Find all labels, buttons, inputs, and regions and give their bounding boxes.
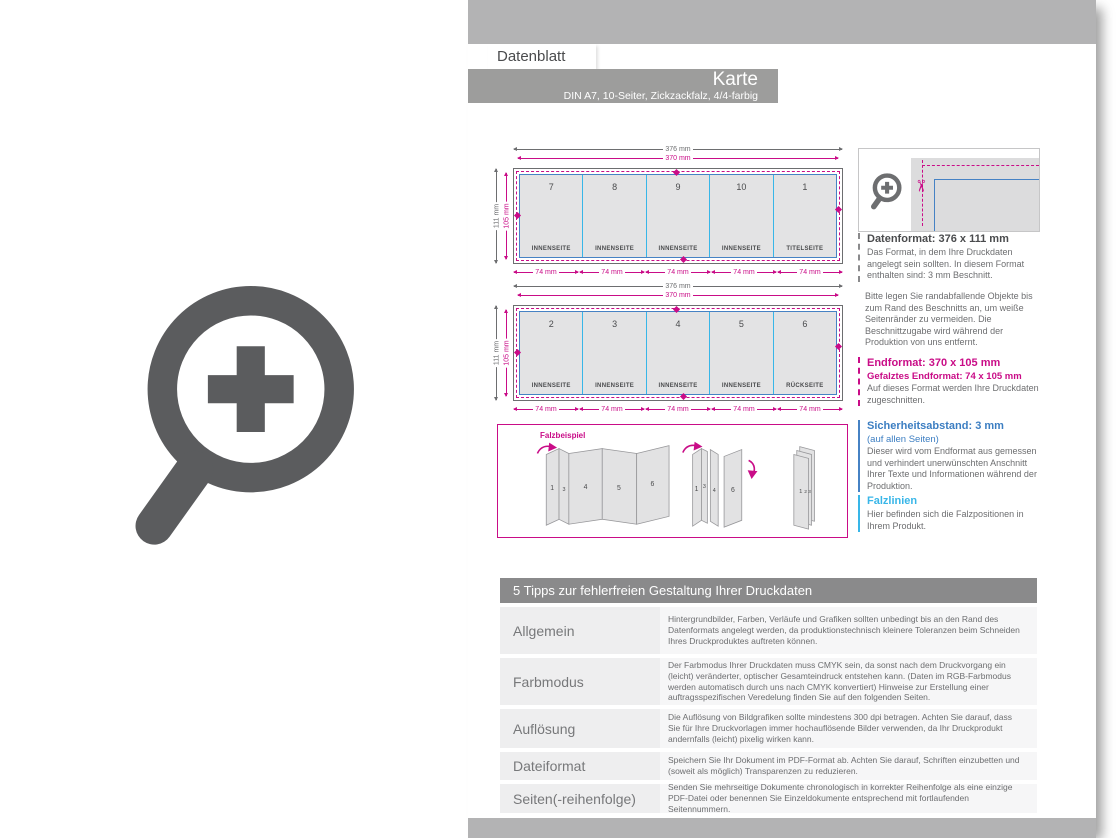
- dim-height-inner-2: [502, 309, 511, 397]
- panel-label: INNENSEITE: [658, 383, 698, 389]
- info-falzlinien-body: Hier befinden sich die Falzpositionen in Ihrem Produkt.: [867, 509, 1024, 531]
- dim-panel-3: [645, 405, 711, 414]
- panel-6: [774, 312, 836, 394]
- panel-label: INNENSEITE: [721, 383, 761, 389]
- tip-text-content: Die Auflösung von Bildgrafiken sollte mindestens 300 dpi betragen. Achten Sie darauf, dass Sie für Ihre Druckvorlagen immer hochauflösende Bilder verwenden, da Ihr Druckprodukt andernfalls (leicht) pixelig wirken kann.: [668, 712, 1012, 744]
- info-sicherheitsabstand-heading: Sicherheitsabstand: 3 mm: [867, 420, 1004, 432]
- tip-text: [660, 709, 1037, 748]
- panel-number: 4: [675, 319, 681, 329]
- dim-width-inner-2: [517, 291, 839, 300]
- panel-number: 5: [738, 319, 744, 329]
- dim-height-outer-1-label: 111 mm: [493, 203, 500, 229]
- scissors-icon: ✂: [911, 179, 929, 193]
- safety-line-horizontal: [934, 179, 1039, 180]
- panel-number: 7: [548, 182, 554, 192]
- panel-number: 10: [736, 182, 747, 192]
- datasheet-page: [468, 0, 1096, 838]
- dim-height-inner-1-label: 105 mm: [503, 203, 510, 229]
- info-datenformat-body: Das Format, in dem Ihre Druckdaten angelegt sein sollten. In diesem Format enthalten sind: 3 mm Beschnitt.: [867, 247, 1025, 280]
- safety-line-vertical: [934, 179, 935, 231]
- product-title-bar: [468, 69, 778, 103]
- dim-height-outer-2: [492, 305, 501, 401]
- fold-example-title: Falzbeispiel: [540, 431, 586, 440]
- svg-text:1: 1: [799, 488, 803, 495]
- panel-9: [647, 175, 710, 257]
- info-sicherheitsabstand-body: Dieser wird vom Endformat aus gemessen und verhindert unerwünschten Anschnitt Ihrer Texte und Informationen während der Produktion.: [867, 446, 1037, 491]
- tip-label: Dateiformat: [500, 752, 660, 780]
- dim-panel-1: [513, 405, 579, 414]
- panel-3: [583, 312, 646, 394]
- dim-panel-4: [711, 268, 777, 277]
- info-datenformat: [858, 233, 1044, 282]
- svg-text:4: 4: [583, 483, 588, 491]
- dim-panel-label: 74 mm: [535, 406, 557, 413]
- panel-label: INNENSEITE: [721, 246, 761, 252]
- tip-text-content: Hintergrundbilder, Farben, Verläufe und Grafiken sollten unbedingt bis an den Rand des Datenformats angelegt werden, da produktionstechnisch kleinere Toleranzen beim Schneiden Ihres Druckproduktes auftreten können.: [668, 614, 1020, 646]
- info-endformat: [858, 357, 1044, 406]
- panel-2: [520, 312, 583, 394]
- dim-width-outer-2: [513, 282, 843, 291]
- panel-7: [520, 175, 583, 257]
- panel-4: [647, 312, 710, 394]
- tip-text-content: Senden Sie mehrseitige Dokumente chronologisch in korrekter Reihenfolge als eine einzige PDF-Datei oder benennen Sie Einzeldokumente entsprechend mit fortlaufenden Seitennummern.: [668, 782, 1013, 814]
- panel-number: 8: [612, 182, 618, 192]
- endformat-cut-rect-1: [516, 171, 840, 261]
- dim-panel-1: [513, 268, 579, 277]
- dim-panel-5: [777, 405, 843, 414]
- dim-width-outer-1: [513, 145, 843, 154]
- dim-width-inner-1: [517, 154, 839, 163]
- dim-panel-label: 74 mm: [601, 269, 623, 276]
- panel-label: INNENSEITE: [658, 246, 698, 252]
- dim-panel-label: 74 mm: [799, 406, 821, 413]
- tip-row-seitenreihenfolge: [500, 784, 1037, 813]
- dim-panel-2: [579, 268, 645, 277]
- endformat-cut-rect-2: [516, 308, 840, 398]
- info-sicherheitsabstand: [858, 420, 1044, 492]
- panel-label: INNENSEITE: [595, 383, 635, 389]
- dim-width-inner-1-label: 370 mm: [665, 155, 691, 162]
- zoom-plus-icon-small: [866, 172, 903, 212]
- panel-8: [583, 175, 646, 257]
- zoom-plus-icon: [98, 276, 366, 564]
- top-band: [468, 0, 1096, 44]
- dim-height-inner-2-label: 105 mm: [503, 340, 510, 366]
- dim-width-outer-2-label: 376 mm: [665, 283, 691, 290]
- panel-number: 6: [802, 319, 808, 329]
- svg-text:3: 3: [562, 486, 566, 493]
- info-datenformat-heading: Datenformat: 376 x 111 mm: [867, 233, 1009, 245]
- cut-line-vertical: [922, 160, 923, 226]
- dim-height-outer-2-label: 111 mm: [493, 340, 500, 366]
- tip-text-content: Speichern Sie Ihr Dokument im PDF-Format ab. Achten Sie darauf, Schriften einzubetten und (soweit als möglich) Transparenzen zu reduzieren.: [668, 755, 1020, 776]
- tips-header: [500, 578, 1037, 603]
- dim-panel-label: 74 mm: [667, 406, 689, 413]
- dim-width-inner-2-label: 370 mm: [665, 292, 691, 299]
- panel-5: [710, 312, 773, 394]
- tip-row-farbmodus: [500, 658, 1037, 705]
- dim-height-outer-1: [492, 168, 501, 264]
- tip-row-allgemein: [500, 607, 1037, 654]
- corner-detail-box: [858, 148, 1040, 232]
- panel-number: 2: [548, 319, 554, 329]
- datenformat-rect-2: [513, 305, 843, 401]
- tip-text: [660, 607, 1037, 654]
- dim-panel-label: 74 mm: [667, 269, 689, 276]
- tip-text: [660, 752, 1037, 780]
- datenformat-rect-1: [513, 168, 843, 264]
- safety-rect-2: [519, 311, 837, 395]
- info-bleed-note: [858, 291, 1044, 349]
- tip-row-aufloesung: [500, 709, 1037, 748]
- datenblatt-tab: [488, 44, 596, 69]
- dim-panel-label: 74 mm: [733, 406, 755, 413]
- info-falzlinien: [858, 495, 1044, 532]
- panel-label: TITELSEITE: [786, 246, 824, 252]
- tip-label: Seiten(-reihenfolge): [500, 784, 660, 813]
- panel-1: [774, 175, 836, 257]
- svg-text:6: 6: [731, 486, 735, 494]
- info-endformat-body: Auf dieses Format werden Ihre Druckdaten zugeschnitten.: [867, 383, 1039, 405]
- tip-text-content: Der Farbmodus Ihrer Druckdaten muss CMYK sein, da sonst nach dem Druckvorgang ein (leicht) veränderter, optischer Gesamteindruck entstehen kann. (Daten im RGB-Farbmodus werden automatisch durch uns nach CMYK konvertiert) Hinweise zur Erstellung einer auftragsspezifischen Veredelung finden Sie auf den folgenden Seiten.: [668, 659, 1011, 703]
- svg-text:3: 3: [808, 489, 811, 495]
- panel-10: [710, 175, 773, 257]
- safety-rect-1: [519, 174, 837, 258]
- svg-text:1: 1: [550, 484, 555, 492]
- datenblatt-tab-label: Datenblatt: [497, 48, 566, 65]
- dim-panel-2: [579, 405, 645, 414]
- tip-label: Allgemein: [500, 607, 660, 654]
- svg-text:4: 4: [712, 487, 716, 494]
- tip-row-dateiformat: [500, 752, 1037, 780]
- tip-label: Auflösung: [500, 709, 660, 748]
- tip-text: [660, 658, 1037, 705]
- info-endformat-subheading: Gefalztes Endformat: 74 x 105 mm: [867, 371, 1022, 382]
- panel-number: 1: [802, 182, 808, 192]
- dim-panel-label: 74 mm: [601, 406, 623, 413]
- svg-text:5: 5: [617, 484, 621, 492]
- product-title: Karte: [712, 69, 758, 90]
- fold-example-box: [497, 424, 848, 538]
- dim-panel-label: 74 mm: [733, 269, 755, 276]
- panel-label: RÜCKSEITE: [786, 383, 824, 389]
- dim-panel-3: [645, 268, 711, 277]
- svg-text:2: 2: [804, 489, 807, 495]
- product-subtitle: DIN A7, 10-Seiter, Zickzackfalz, 4/4-farbig: [563, 90, 758, 102]
- panel-label: INNENSEITE: [595, 246, 635, 252]
- svg-text:3: 3: [702, 483, 706, 490]
- tip-label: Farbmodus: [500, 658, 660, 705]
- tip-text: [660, 784, 1037, 813]
- panel-number: 3: [612, 319, 618, 329]
- dim-height-inner-1: [502, 172, 511, 260]
- corner-detail-sheet: [911, 158, 1039, 231]
- svg-text:1: 1: [694, 485, 699, 493]
- panel-label: INNENSEITE: [531, 246, 571, 252]
- info-falzlinien-heading: Falzlinien: [867, 495, 918, 507]
- dim-panel-label: 74 mm: [799, 269, 821, 276]
- info-sicherheitsabstand-subheading: (auf allen Seiten): [867, 434, 939, 445]
- info-bleed-note-body: Bitte legen Sie randabfallende Objekte bis zum Rand des Beschnitts an, um weiße Seitenränder zu vermeiden. Die Beschnittzugabe wird während der Produktion von uns entfernt.: [865, 291, 1033, 347]
- bottom-band: [468, 818, 1096, 838]
- info-endformat-heading: Endformat: 370 x 105 mm: [867, 357, 1001, 369]
- dim-panel-label: 74 mm: [535, 269, 557, 276]
- dim-width-outer-1-label: 376 mm: [665, 146, 691, 153]
- panel-label: INNENSEITE: [531, 383, 571, 389]
- fold-example-illustration: [498, 425, 847, 537]
- panel-number: 9: [675, 182, 681, 192]
- svg-text:6: 6: [650, 480, 655, 488]
- dim-panel-4: [711, 405, 777, 414]
- dim-panel-5: [777, 268, 843, 277]
- cut-line-horizontal: [922, 165, 1039, 166]
- tips-header-label: 5 Tipps zur fehlerfreien Gestaltung Ihrer Druckdaten: [513, 583, 813, 598]
